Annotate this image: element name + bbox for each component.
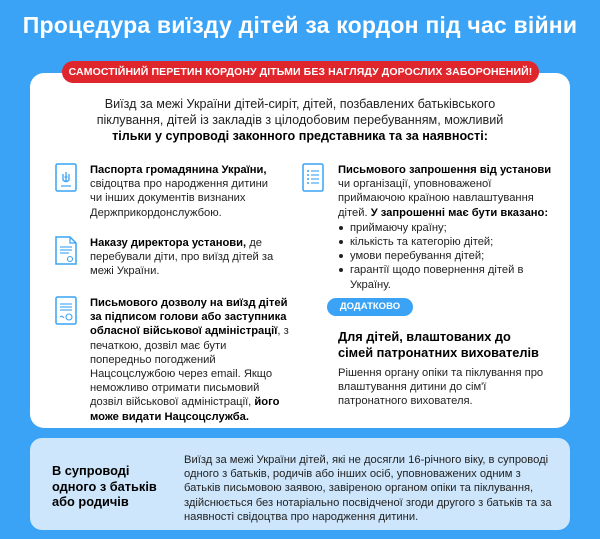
additional-heading: Для дітей, влаштованих до сімей патронатних вихователів — [338, 329, 539, 360]
passport-icon — [55, 163, 77, 192]
item-passport — [90, 163, 280, 220]
intro-line-2: піклування, дітей із закладів з цілодобовим перебуванням, можливий — [96, 113, 504, 127]
item-invitation-bold2: У запрошенні має бути вказано: — [370, 206, 549, 219]
item-passport-text: свідоцтва про народження дитини чи інших документів визнаних Держприкордонслужбою. — [90, 178, 268, 219]
intro-line-3-bold: тільки у супроводі законного представника та за наявності: — [112, 129, 488, 143]
item-invitation — [338, 163, 553, 292]
item-invitation-bold: Письмового запрошення від установи — [338, 164, 552, 176]
item-order-bold: Наказу директора установи, — [90, 237, 247, 249]
invitation-bullet-list — [338, 221, 553, 292]
item-permission-bold: Письмового дозволу на виїзд дітей за підписом голови або заступника обласної військової адміністрації — [90, 297, 288, 338]
warning-banner: САМОСТІЙНИЙ ПЕРЕТИН КОРДОНУ ДІТЬМИ БЕЗ НАГЛЯДУ ДОРОСЛИХ ЗАБОРОНЕНИЙ! — [62, 61, 539, 83]
list-item: кількість та категорію дітей; — [338, 235, 553, 249]
invitation-list-icon — [302, 163, 324, 192]
item-passport-bold: Паспорта громадянина України, — [90, 164, 267, 176]
list-item: умови перебування дітей; — [338, 249, 553, 263]
item-permission-bold-end: його може видати Нацсоцслужба. — [90, 396, 280, 423]
list-item: приймаючу країну; — [338, 221, 553, 235]
intro-line-1: Виїзд за межі України дітей-сиріт, дітей, позбавлених батьківського — [104, 97, 496, 111]
additional-badge: ДОДАТКОВО — [327, 298, 413, 316]
item-order — [90, 236, 280, 279]
permission-document-icon — [55, 296, 77, 325]
bottom-text: Виїзд за межі України дітей, які не досягли 16-річного віку, в супроводі одного з батьків, родичів або інших осіб, уповноважених одним з батьків письмовою заявою, завіреною органом опіки та піклування, здійснюється без нотаріально посвідченої згоди другого з батьків та за наявності свідоцтва про народження дитини. — [184, 454, 552, 523]
item-permission — [90, 296, 290, 424]
list-item: гарантії щодо повернення дітей в Україну. — [338, 263, 553, 291]
order-document-icon — [55, 236, 77, 265]
bottom-heading: В супроводі одного з батьків або родичів — [52, 463, 157, 509]
intro-text — [70, 96, 530, 144]
item-order-text: де перебували діти, про виїзд дітей за межі України. — [90, 237, 274, 278]
item-permission-text: , з печаткою, дозвіл має бути попередньо погоджений Нацсоцслужбою через email. Якщо неможливо отримати письмовий дозвіл військової адміністрації, — [90, 325, 289, 409]
page-title: Процедура виїзду дітей за кордон під час війни — [22, 12, 578, 38]
intro-line-3 — [70, 128, 530, 144]
item-invitation-text: чи організації, уповноваженої приймаючою країною навлаштування дітей. — [338, 178, 534, 219]
additional-text: Рішення органу опіки та піклування про влаштування дитини до сім'ї патронатного вихователя. — [338, 367, 544, 408]
